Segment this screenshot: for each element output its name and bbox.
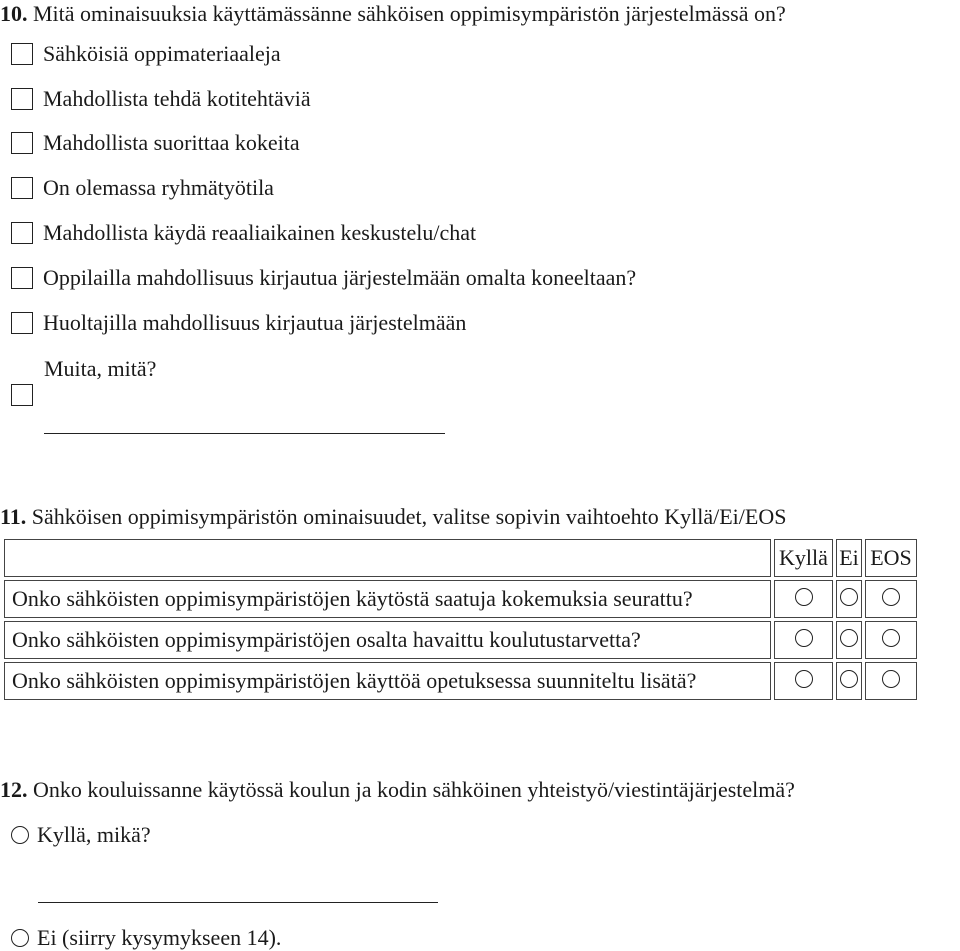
q11-header-blank xyxy=(4,539,771,577)
q11-row-2-kylla-radio[interactable] xyxy=(795,629,813,647)
checkbox[interactable] xyxy=(11,132,33,154)
q11-row-3 xyxy=(4,662,917,700)
question-10-title xyxy=(0,3,786,25)
q11-column-ei: Ei xyxy=(836,539,862,577)
q11-row-1-question: Onko sähköisten oppimisympäristöjen käytöstä saatuja kokemuksia seurattu? xyxy=(4,580,771,618)
q10-option-3-label: Mahdollista suorittaa kokeita xyxy=(43,130,300,155)
q11-row-2 xyxy=(4,621,917,659)
question-11-number: 11. xyxy=(0,504,27,529)
checkbox[interactable] xyxy=(11,88,33,110)
q11-row-1-eos-radio[interactable] xyxy=(882,588,900,606)
q11-rating-table xyxy=(1,536,920,703)
q12-yes-text-line[interactable] xyxy=(38,902,438,903)
q11-row-1-kylla-radio[interactable] xyxy=(795,588,813,606)
q12-yes-radio[interactable] xyxy=(11,826,29,844)
question-11-title xyxy=(0,506,786,528)
question-11-text: Sähköisen oppimisympäristön ominaisuudet, valitse sopivin vaihtoehto Kyllä/Ei/EOS xyxy=(31,504,787,529)
q11-row-3-question: Onko sähköisten oppimisympäristöjen käyttöä opetuksessa suunniteltu lisätä? xyxy=(4,662,771,700)
q11-column-eos: EOS xyxy=(865,539,917,577)
q12-yes-label: Kyllä, mikä? xyxy=(37,822,151,847)
q10-option-6[interactable] xyxy=(11,265,636,291)
question-12-text: Onko kouluissanne käytössä koulun ja kodin sähköinen yhteistyö/viestintäjärjestelmä? xyxy=(33,777,795,802)
q10-option-5-label: Mahdollista käydä reaaliaikainen keskustelu/chat xyxy=(43,220,477,245)
checkbox[interactable] xyxy=(11,177,33,199)
q12-option-yes[interactable] xyxy=(11,822,151,848)
q10-option-5[interactable] xyxy=(11,220,476,246)
q12-option-no[interactable] xyxy=(11,925,281,951)
q11-row-2-ei-radio[interactable] xyxy=(840,629,858,647)
q11-row-1 xyxy=(4,580,917,618)
q11-column-kylla: Kyllä xyxy=(774,539,833,577)
q10-option-1-label: Sähköisiä oppimateriaaleja xyxy=(43,41,281,66)
q10-option-3[interactable] xyxy=(11,130,300,156)
q11-row-3-ei-radio[interactable] xyxy=(840,670,858,688)
q11-row-2-question: Onko sähköisten oppimisympäristöjen osalta havaittu koulutustarvetta? xyxy=(4,621,771,659)
q12-no-radio[interactable] xyxy=(11,929,29,947)
q10-option-4-label: On olemassa ryhmätyötila xyxy=(43,175,274,200)
q10-option-2-label: Mahdollista tehdä kotitehtäviä xyxy=(43,86,311,111)
q10-option-2[interactable] xyxy=(11,86,311,112)
q11-row-3-kylla-radio[interactable] xyxy=(795,670,813,688)
q12-no-label: Ei (siirry kysymykseen 14). xyxy=(37,925,282,950)
question-10-number: 10. xyxy=(0,1,28,26)
q11-row-1-ei-radio[interactable] xyxy=(840,588,858,606)
q11-header-row xyxy=(4,539,917,577)
question-10-text: Mitä ominaisuuksia käyttämässänne sähköisen oppimisympäristön järjestelmässä on? xyxy=(33,1,786,26)
checkbox[interactable] xyxy=(11,222,33,244)
q10-option-6-label: Oppilailla mahdollisuus kirjautua järjestelmään omalta koneeltaan? xyxy=(43,265,637,290)
question-12-number: 12. xyxy=(0,777,28,802)
q10-option-1[interactable] xyxy=(11,41,281,67)
q10-other-text-line[interactable] xyxy=(44,433,445,434)
question-12-title xyxy=(0,779,795,801)
checkbox[interactable] xyxy=(11,43,33,65)
q10-option-7-label: Huoltajilla mahdollisuus kirjautua järjestelmään xyxy=(43,310,467,335)
checkbox[interactable] xyxy=(11,267,33,289)
checkbox[interactable] xyxy=(11,312,33,334)
q11-row-2-eos-radio[interactable] xyxy=(882,629,900,647)
q10-option-4[interactable] xyxy=(11,175,274,201)
q10-other-label: Muita, mitä? xyxy=(44,356,157,381)
q10-option-7[interactable] xyxy=(11,310,466,336)
q10-other-checkbox[interactable] xyxy=(11,384,33,406)
q11-row-3-eos-radio[interactable] xyxy=(882,670,900,688)
